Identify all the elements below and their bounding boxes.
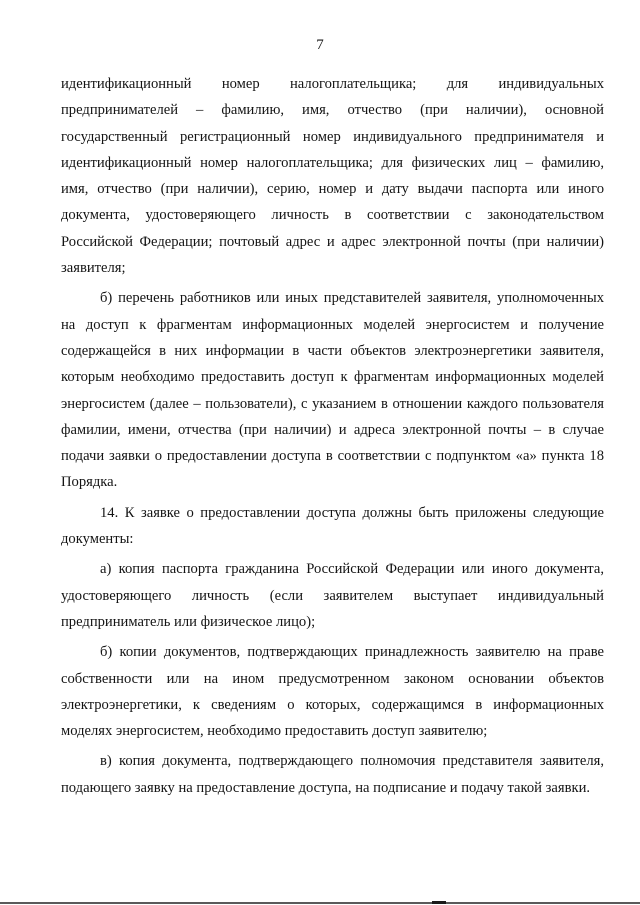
text-line: фамилии, имени, отчества (при наличии) и адреса электронной почты – в случае [61,421,604,438]
text-line: Порядка. [61,474,118,491]
text-line: идентификационный номер налогоплательщика; для индивидуальных [61,76,604,92]
text-line: которым необходимо предоставить доступ к фрагментам информационных моделей [61,369,604,386]
text-line: имя, отчество (при наличии), серию, номер и дату выдачи паспорта или иного [61,181,604,198]
scan-artifact [432,901,446,904]
text-line: идентификационный номер налогоплательщика; для физических лиц – фамилию, [61,154,604,171]
text-line: энергосистем (далее – пользователи), с указанием в отношении каждого пользователя [61,395,604,412]
text-line: б) перечень работников или иных представителей заявителя, уполномоченных [100,290,604,307]
text-line: 14. К заявке о предоставлении доступа должны быть приложены следующие [100,504,604,521]
text-line: подачи заявки о предоставлении доступа в соответствии с подпунктом «а» пункта 18 [61,448,604,465]
text-line: документы: [61,531,134,548]
text-line: предприниматель или физическое лицо); [61,613,316,630]
text-line: электроэнергетики, к сведениям о которых, содержащимся в информационных [61,696,604,713]
text-line: а) копия паспорта гражданина Российской Федерации или иного документа, [100,561,604,578]
text-line: документа, удостоверяющего личность в соответствии с законодательством [61,207,604,224]
text-line: государственный регистрационный номер индивидуального предпринимателя и [61,128,604,145]
text-line: Российской Федерации; почтовый адрес и адрес электронной почты (при наличии) [61,233,604,250]
text-line: подающего заявку на предоставление доступа, на подписание и подачу такой заявки. [61,779,591,796]
text-line: б) копии документов, подтверждающих принадлежность заявителю на праве [100,644,604,661]
text-line: моделях энергосистем, необходимо предоставить доступ заявителю; [61,723,488,740]
text-line: на доступ к фрагментам информационных моделей энергосистем и получение [61,316,604,333]
text-line: в) копия документа, подтверждающего полномочия представителя заявителя, [100,753,604,770]
page-number: 7 [316,37,324,53]
text-line: заявителя; [61,260,126,277]
text-line: содержащейся в них информации в части объектов электроэнергетики заявителя, [61,342,604,359]
text-line: собственности или на ином предусмотренном законом основании объектов [61,670,604,687]
text-line: удостоверяющего личность (если заявителем выступает индивидуальный [61,587,604,604]
text-line: предпринимателей – фамилию, имя, отчество (при наличии), основной [61,102,604,119]
document-body [61,71,604,801]
scan-edge-divider [0,902,640,904]
